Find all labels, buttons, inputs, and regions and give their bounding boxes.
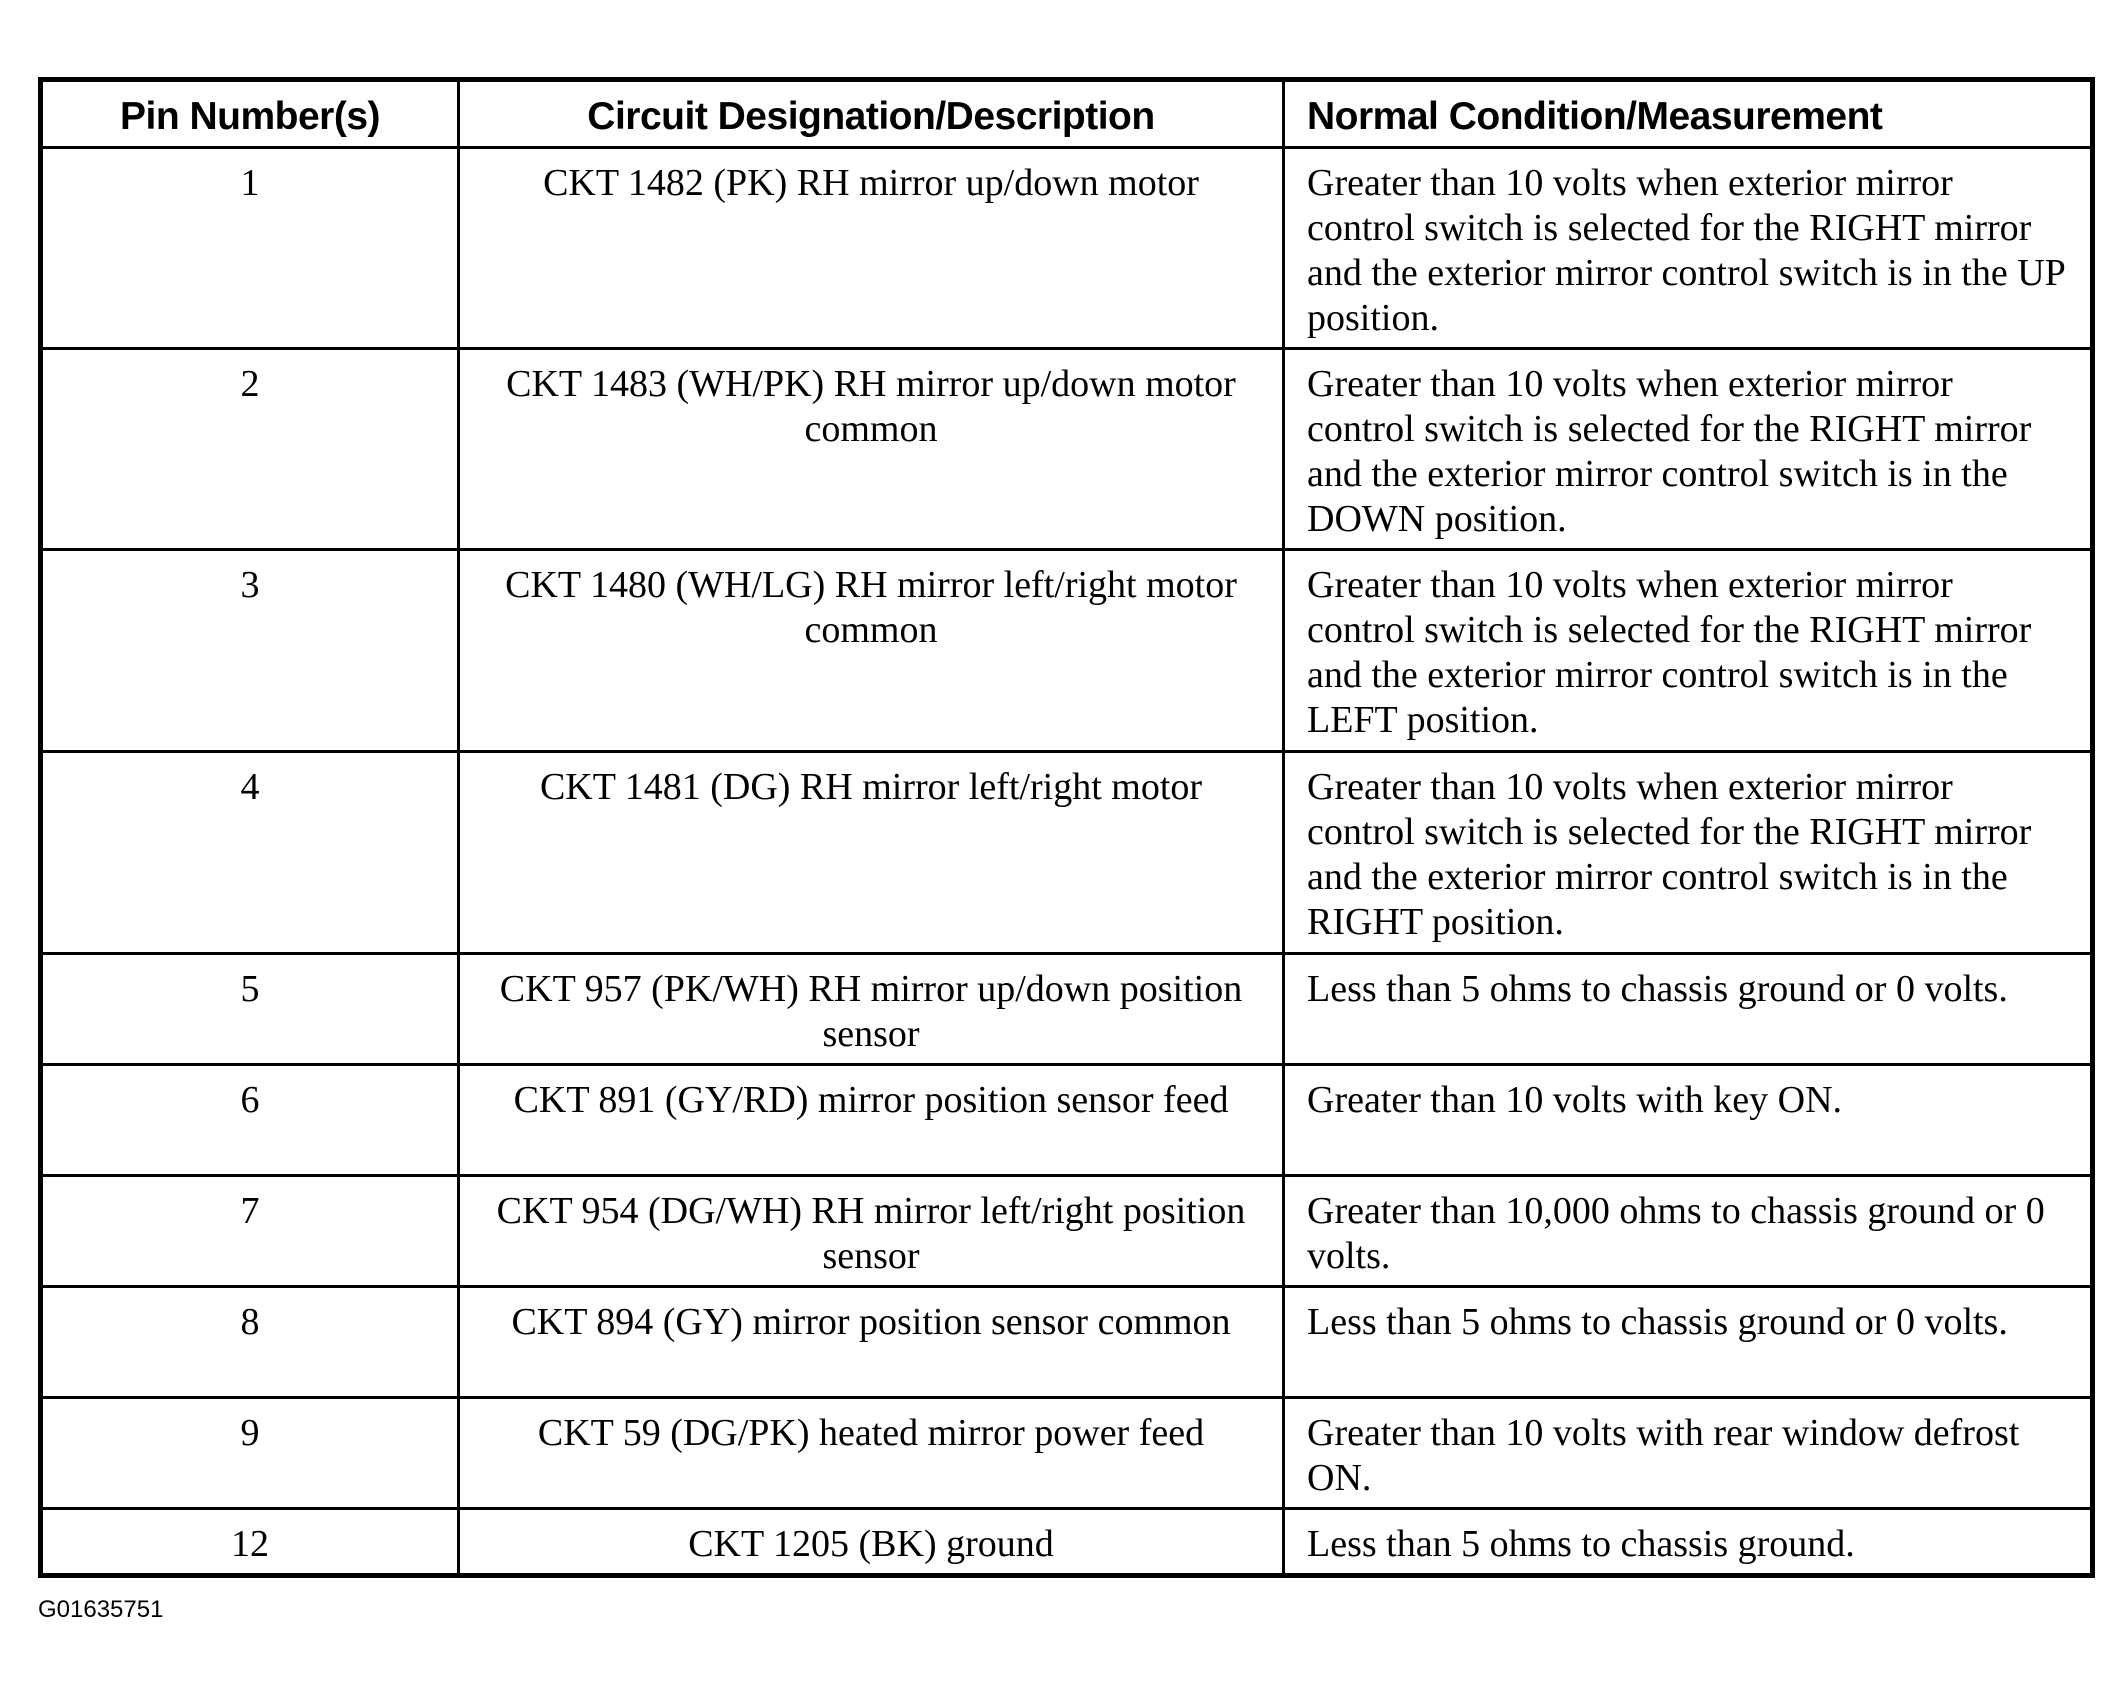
circuit-cell: CKT 1483 (WH/PK) RH mirror up/down motor common: [459, 349, 1284, 550]
table-row: [41, 148, 2093, 349]
circuit-cell: CKT 957 (PK/WH) RH mirror up/down position sensor: [459, 954, 1284, 1065]
circuit-cell: CKT 1480 (WH/LG) RH mirror left/right motor common: [459, 550, 1284, 752]
condition-cell: Greater than 10 volts when exterior mirror control switch is selected for the RIGHT mirror and the exterior mirror control switch is in the UP position.: [1284, 148, 2093, 349]
table-row: [41, 1509, 2093, 1576]
circuit-cell: CKT 1205 (BK) ground: [459, 1509, 1284, 1576]
circuit-cell: CKT 891 (GY/RD) mirror position sensor feed: [459, 1065, 1284, 1176]
pin-cell: 1: [41, 148, 459, 349]
table-row: [41, 1287, 2093, 1398]
condition-cell: Less than 5 ohms to chassis ground or 0 volts.: [1284, 1287, 2093, 1398]
table-row: [41, 550, 2093, 752]
condition-cell: Greater than 10 volts when exterior mirror control switch is selected for the RIGHT mirror and the exterior mirror control switch is in the DOWN position.: [1284, 349, 2093, 550]
condition-cell: Less than 5 ohms to chassis ground or 0 volts.: [1284, 954, 2093, 1065]
condition-cell: Greater than 10 volts when exterior mirror control switch is selected for the RIGHT mirror and the exterior mirror control switch is in the LEFT position.: [1284, 550, 2093, 752]
header-normal-condition: Normal Condition/Measurement: [1284, 80, 2093, 148]
header-pin-number: Pin Number(s): [41, 80, 459, 148]
pin-cell: 4: [41, 752, 459, 954]
circuit-cell: CKT 59 (DG/PK) heated mirror power feed: [459, 1398, 1284, 1509]
circuit-cell: CKT 954 (DG/WH) RH mirror left/right position sensor: [459, 1176, 1284, 1287]
table-row: [41, 1176, 2093, 1287]
header-row: [41, 80, 2093, 148]
table-row: [41, 1065, 2093, 1176]
circuit-cell: CKT 894 (GY) mirror position sensor common: [459, 1287, 1284, 1398]
pin-cell: 9: [41, 1398, 459, 1509]
pin-circuit-table: [38, 77, 2095, 1578]
condition-cell: Less than 5 ohms to chassis ground.: [1284, 1509, 2093, 1576]
circuit-cell: CKT 1482 (PK) RH mirror up/down motor: [459, 148, 1284, 349]
pin-cell: 8: [41, 1287, 459, 1398]
pin-cell: 6: [41, 1065, 459, 1176]
circuit-cell: CKT 1481 (DG) RH mirror left/right motor: [459, 752, 1284, 954]
pin-cell: 12: [41, 1509, 459, 1576]
condition-cell: Greater than 10,000 ohms to chassis ground or 0 volts.: [1284, 1176, 2093, 1287]
table-row: [41, 1398, 2093, 1509]
pin-cell: 5: [41, 954, 459, 1065]
table-row: [41, 752, 2093, 954]
condition-cell: Greater than 10 volts with rear window defrost ON.: [1284, 1398, 2093, 1509]
condition-cell: Greater than 10 volts when exterior mirror control switch is selected for the RIGHT mirror and the exterior mirror control switch is in the RIGHT position.: [1284, 752, 2093, 954]
pin-cell: 3: [41, 550, 459, 752]
pin-cell: 2: [41, 349, 459, 550]
table-row: [41, 349, 2093, 550]
figure-id-label: G01635751: [38, 1596, 164, 1623]
table-row: [41, 954, 2093, 1065]
header-circuit-designation: Circuit Designation/Description: [459, 80, 1284, 148]
pin-cell: 7: [41, 1176, 459, 1287]
condition-cell: Greater than 10 volts with key ON.: [1284, 1065, 2093, 1176]
